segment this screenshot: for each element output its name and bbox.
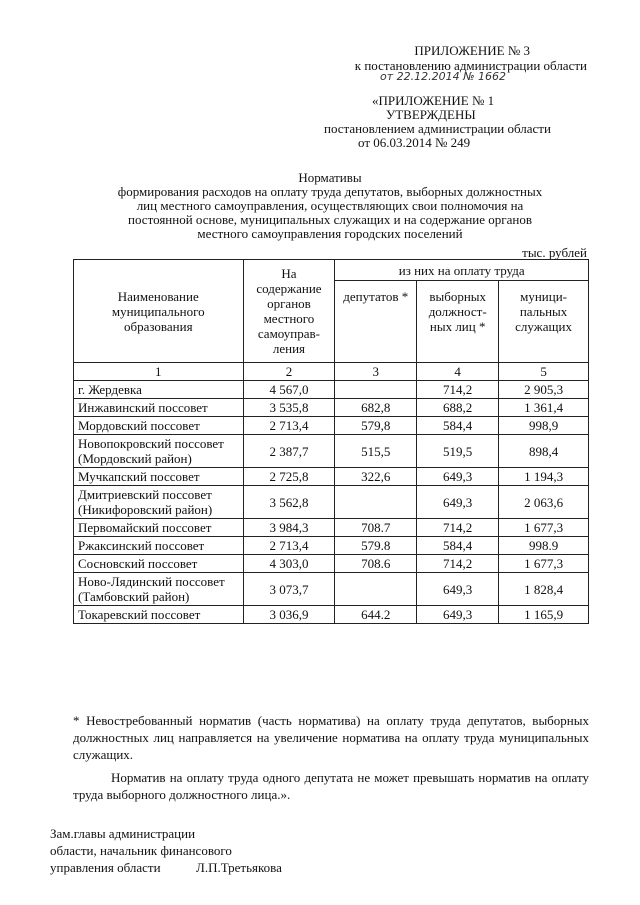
cell-total: 3 073,7 <box>243 573 335 606</box>
cell-municipal: 1 828,4 <box>499 573 589 606</box>
table-row <box>74 537 589 555</box>
table-row <box>74 486 589 519</box>
cell-municipal: 998,9 <box>499 417 589 435</box>
cell-municipal: 2 905,3 <box>499 381 589 399</box>
header-deputies: депутатов * <box>335 281 417 363</box>
cell-deputies: 579,8 <box>335 417 417 435</box>
cell-deputies: 644.2 <box>335 606 417 624</box>
cell-total: 3 562,8 <box>243 486 335 519</box>
table-row <box>74 606 589 624</box>
cell-deputies: 322,6 <box>335 468 417 486</box>
cell-name: Первомайский поссовет <box>74 519 244 537</box>
cell-deputies <box>335 486 417 519</box>
cell-name: Токаревский поссовет <box>74 606 244 624</box>
header-total: На содержание органов местного самоуправ- ления <box>243 260 335 363</box>
approved-by: постановлением администрации области <box>324 121 551 136</box>
table-row <box>74 468 589 486</box>
approved-date: от 06.03.2014 № 249 <box>358 135 471 150</box>
cell-total: 4 567,0 <box>243 381 335 399</box>
cell-municipal: 2 063,6 <box>499 486 589 519</box>
cell-deputies: 708.7 <box>335 519 417 537</box>
cell-municipal: 1 165,9 <box>499 606 589 624</box>
cell-deputies <box>335 381 417 399</box>
table-row <box>74 519 589 537</box>
cell-elected: 584,4 <box>417 537 499 555</box>
table-row <box>74 399 589 417</box>
normatives-table <box>73 259 589 624</box>
cell-elected: 649,3 <box>417 606 499 624</box>
cell-name: Дмитриевский поссовет (Никифоровский район) <box>74 486 244 519</box>
header-of-which: из них на оплату труда <box>335 260 589 281</box>
cell-total: 2 387,7 <box>243 435 335 468</box>
cell-municipal: 1 194,3 <box>499 468 589 486</box>
col-number: 4 <box>417 363 499 381</box>
cell-elected: 714,2 <box>417 381 499 399</box>
document-title: Нормативы <box>298 170 362 185</box>
col-number: 1 <box>74 363 244 381</box>
signature-position-2: области, начальник финансового <box>50 843 232 858</box>
title-line-5: местного самоуправления городских поселений <box>197 226 463 241</box>
handwritten-date: от 22.12.2014 № 1662 <box>380 70 507 83</box>
cell-total: 2 713,4 <box>243 417 335 435</box>
cell-deputies: 579.8 <box>335 537 417 555</box>
header-municipal: муници- пальных служащих <box>499 281 589 363</box>
cell-name: Мордовский поссовет <box>74 417 244 435</box>
cell-deputies: 682,8 <box>335 399 417 417</box>
signature-position-3: управления области <box>50 860 161 875</box>
header-name: Наименование муниципального образования <box>74 260 244 363</box>
appendix1-title: «ПРИЛОЖЕНИЕ № 1 <box>372 93 495 108</box>
title-line-2: формирования расходов на оплату труда депутатов, выборных должностных <box>117 184 543 199</box>
table-body <box>74 381 589 624</box>
cell-name: Новопокровский поссовет (Мордовский район) <box>74 435 244 468</box>
cell-total: 2 725,8 <box>243 468 335 486</box>
header-elected: выборных должност- ных лиц * <box>417 281 499 363</box>
cell-elected: 714,2 <box>417 555 499 573</box>
cell-name: Ржаксинский поссовет <box>74 537 244 555</box>
cell-municipal: 898,4 <box>499 435 589 468</box>
table-row <box>74 435 589 468</box>
cell-total: 2 713,4 <box>243 537 335 555</box>
cell-deputies: 515,5 <box>335 435 417 468</box>
cell-elected: 649,3 <box>417 468 499 486</box>
cell-total: 3 036,9 <box>243 606 335 624</box>
footnote-text: * Невостребованный норматив (часть норматива) на оплату труда депутатов, выборных должностных лиц направляется на увеличение норматива на оплату труда муниципальных служащих. <box>73 713 589 762</box>
cell-name: Сосновский поссовет <box>74 555 244 573</box>
approved-label: УТВЕРЖДЕНЫ <box>386 107 476 122</box>
col-number: 3 <box>335 363 417 381</box>
col-number: 5 <box>499 363 589 381</box>
cell-name: Инжавинский поссовет <box>74 399 244 417</box>
title-line-4: постоянной основе, муниципальных служащих и на содержание органов <box>128 212 532 227</box>
col-number: 2 <box>243 363 335 381</box>
cell-municipal: 1 677,3 <box>499 555 589 573</box>
cell-municipal: 1 361,4 <box>499 399 589 417</box>
appendix3-title: ПРИЛОЖЕНИЕ № 3 <box>414 43 530 58</box>
cell-elected: 649,3 <box>417 486 499 519</box>
cell-elected: 649,3 <box>417 573 499 606</box>
cell-name: Ново-Лядинский поссовет (Тамбовский район) <box>74 573 244 606</box>
table-row <box>74 573 589 606</box>
footnote-deputy-limit: Норматив на оплату труда одного депутата не может превышать норматив на оплату труда выборного должностного лица.». <box>73 770 589 802</box>
cell-total: 4 303,0 <box>243 555 335 573</box>
cell-municipal: 998.9 <box>499 537 589 555</box>
signatory-name: Л.П.Третьякова <box>196 860 282 875</box>
cell-elected: 688,2 <box>417 399 499 417</box>
table-row <box>74 381 589 399</box>
cell-total: 3 535,8 <box>243 399 335 417</box>
cell-deputies <box>335 573 417 606</box>
cell-total: 3 984,3 <box>243 519 335 537</box>
table-row <box>74 555 589 573</box>
cell-deputies: 708.6 <box>335 555 417 573</box>
units-label: тыс. рублей <box>522 245 587 260</box>
cell-name: г. Жердевка <box>74 381 244 399</box>
cell-name: Мучкапский поссовет <box>74 468 244 486</box>
cell-municipal: 1 677,3 <box>499 519 589 537</box>
signature-position-1: Зам.главы администрации <box>50 826 196 841</box>
column-numbers-row <box>74 363 589 381</box>
title-line-3: лиц местного самоуправления, осуществляющих свои полномочия на <box>136 198 524 213</box>
cell-elected: 519,5 <box>417 435 499 468</box>
table-header-row <box>74 260 589 281</box>
appendix3-subtitle: к постановлению администрации области <box>354 58 587 73</box>
table-row <box>74 417 589 435</box>
cell-elected: 714,2 <box>417 519 499 537</box>
cell-elected: 584,4 <box>417 417 499 435</box>
